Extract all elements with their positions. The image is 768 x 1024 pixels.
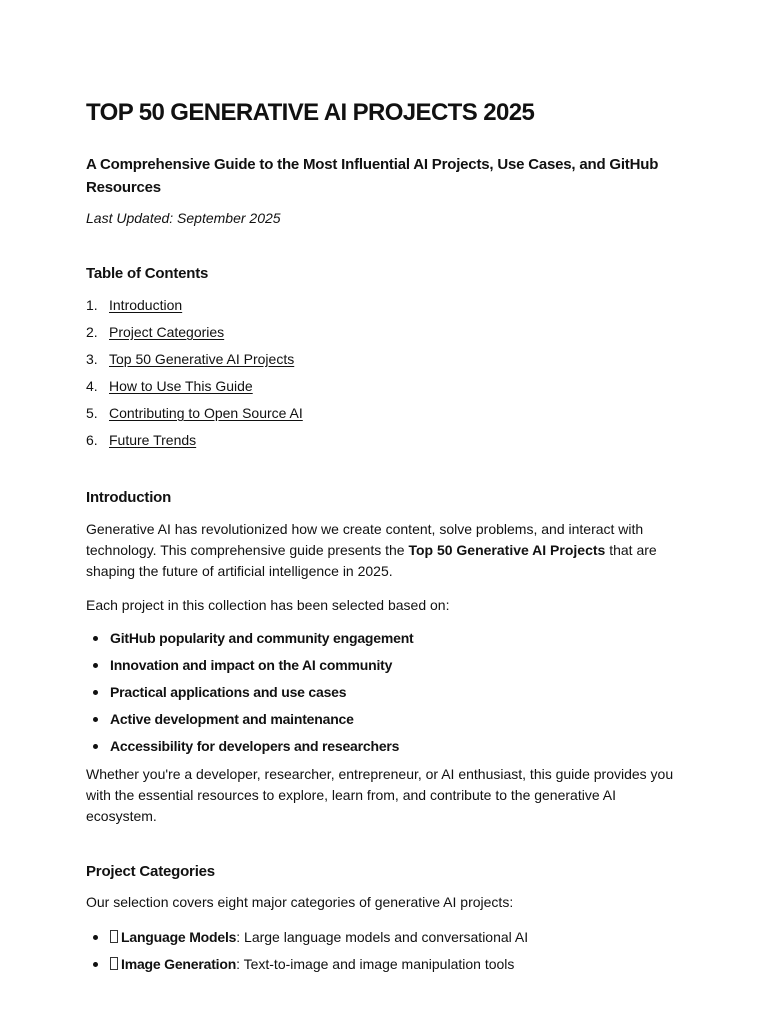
introduction-paragraph xyxy=(86,519,686,582)
toc-link-introduction[interactable]: Introduction xyxy=(109,297,183,313)
categories-intro: Our selection covers eight major categories of generative AI projects: xyxy=(86,894,514,910)
list-item xyxy=(86,954,528,981)
category-name: Image Generation xyxy=(121,956,237,972)
toc-item-number: 3. xyxy=(86,351,98,367)
bullet-icon xyxy=(93,636,98,641)
closing-paragraph: Whether you're a developer, researcher, entrepreneur, or AI enthusiast, this guide provides you with the essential resources to explore, learn from, and contribute to the generative AI ecosystem. xyxy=(86,766,674,824)
introduction-heading: Introduction xyxy=(86,489,172,506)
document-title: TOP 50 GENERATIVE AI PROJECTS 2025 xyxy=(86,99,535,126)
intro-text: Generative AI has revolutionized how we create content, solve problems, and interact with technology. This comprehensive guide presents the xyxy=(86,521,644,558)
category-desc: : Large language models and conversational AI xyxy=(236,929,529,945)
list-item xyxy=(86,736,414,763)
toc-item xyxy=(86,403,303,430)
last-updated: Last Updated: September 2025 xyxy=(86,210,281,226)
toc-heading: Table of Contents xyxy=(86,265,209,282)
missing-glyph-icon xyxy=(110,930,118,943)
bullet-icon xyxy=(93,962,98,967)
toc-item-number: 4. xyxy=(86,378,98,394)
document-subtitle: A Comprehensive Guide to the Most Influential AI Projects, Use Cases, and GitHub Resources xyxy=(86,156,659,196)
list-item-text: Innovation and impact on the AI community xyxy=(110,657,393,673)
intro-bold-text: Top 50 Generative AI Projects xyxy=(408,542,606,558)
category-name: Language Models xyxy=(121,929,237,945)
bullet-icon xyxy=(93,935,98,940)
bullet-icon xyxy=(93,744,98,749)
list-item-text: Practical applications and use cases xyxy=(110,684,347,700)
categories-list xyxy=(86,927,528,981)
list-item xyxy=(86,709,414,736)
list-item-text: Active development and maintenance xyxy=(110,711,354,727)
list-item xyxy=(86,927,528,954)
criteria-list xyxy=(86,628,414,763)
toc-item xyxy=(86,430,303,457)
categories-heading: Project Categories xyxy=(86,863,215,880)
list-item xyxy=(86,682,414,709)
criteria-intro: Each project in this collection has been selected based on: xyxy=(86,597,450,613)
toc-item-number: 6. xyxy=(86,432,98,448)
category-desc: : Text-to-image and image manipulation tools xyxy=(236,956,515,972)
list-item xyxy=(86,628,414,655)
table-of-contents xyxy=(86,295,303,457)
list-item-text: GitHub popularity and community engagement xyxy=(110,630,414,646)
toc-link-top-50-projects[interactable]: Top 50 Generative AI Projects xyxy=(109,351,295,367)
toc-item-number: 1. xyxy=(86,297,98,313)
bullet-icon xyxy=(93,663,98,668)
toc-link-contributing[interactable]: Contributing to Open Source AI xyxy=(109,405,303,421)
bullet-icon xyxy=(93,690,98,695)
toc-item xyxy=(86,349,303,376)
toc-link-future-trends[interactable]: Future Trends xyxy=(109,432,197,448)
list-item xyxy=(86,655,414,682)
toc-link-project-categories[interactable]: Project Categories xyxy=(109,324,225,340)
toc-link-how-to-use[interactable]: How to Use This Guide xyxy=(109,378,253,394)
intro-text: that are shaping the future of artificial intelligence in 2025. xyxy=(86,542,657,579)
toc-item xyxy=(86,295,303,322)
missing-glyph-icon xyxy=(110,957,118,970)
toc-item xyxy=(86,376,303,403)
bullet-icon xyxy=(93,717,98,722)
toc-item xyxy=(86,322,303,349)
list-item-text: Accessibility for developers and researchers xyxy=(110,738,400,754)
toc-item-number: 5. xyxy=(86,405,98,421)
toc-item-number: 2. xyxy=(86,324,98,340)
